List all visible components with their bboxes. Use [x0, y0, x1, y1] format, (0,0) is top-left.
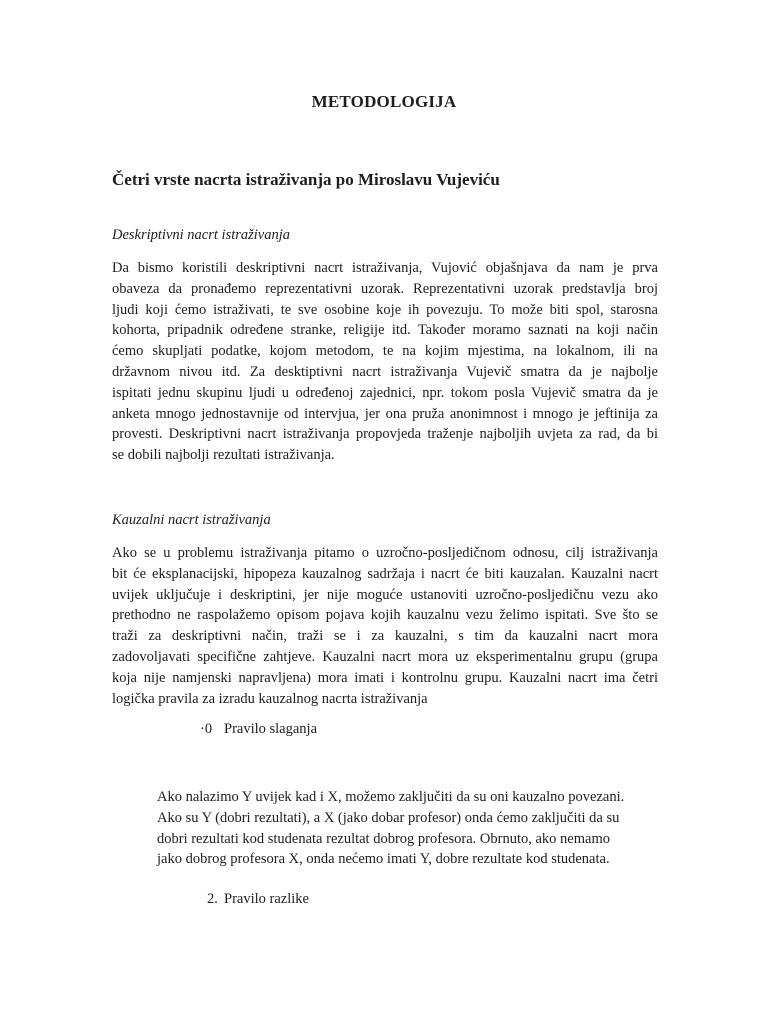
paragraph-line: provesti. Deskriptivni nacrt istraživanja propovjeda traženje najboljih uvjeta za rad, da bi	[112, 426, 658, 443]
list-label: Pravilo razlike	[224, 891, 309, 907]
paragraph-line: anketa mnogo jednostavnije od intervjua, jer ona pruža anonimnost i mnogo je jeftinija za	[112, 405, 658, 422]
paragraph-line: Ako nalazimo Y uvijek kad i X, možemo zaključiti da su oni kauzalno povezani.	[157, 789, 625, 805]
list-number: ·0	[200, 721, 213, 737]
paragraph-line: ispitati jednu skupinu ljudi u određenoj zajednici, npr. tokom posla Vujevič smatra da je	[112, 384, 658, 401]
document-subtitle: Četri vrste nacrta istraživanja po Miroslavu Vujeviću	[112, 170, 500, 189]
paragraph-causal	[112, 543, 658, 709]
paragraph-line: se dobili najbolji rezultati istraživanja.	[112, 447, 335, 464]
paragraph-line: Ako se u problemu istraživanja pitamo o uzročno-posljedičnom odnosu, cilj istraživanja	[112, 545, 658, 561]
paragraph-line: prethodno ne raspolažemo opisom pojava kojih kauzalnu vezu želimo ispitati. Sve što se	[112, 607, 658, 624]
paragraph-line: jako dobrog profesora X, onda nećemo imati Y, dobre rezultate kod studenata.	[157, 851, 610, 868]
section-heading-causal: Kauzalni nacrt istraživanja	[112, 512, 271, 528]
paragraph-line: logička pravila za izradu kauzalnog nacrta istraživanja	[112, 690, 428, 707]
section-heading-descriptive: Deskriptivni nacrt istraživanja	[112, 227, 291, 243]
paragraph-line: obaveza da pronađemo reprezentativni uzorak. Reprezentativni uzorak predstavlja broj	[112, 280, 658, 297]
paragraph-line: kohorta, pripadnik određene stranke, religije itd. Također moramo saznati na koji način	[112, 322, 658, 339]
paragraph-line: koja nije namjenski napravljena) mora imati i kontrolnu grupu. Kauzalni nacrt ima četri	[112, 669, 658, 686]
paragraph-line: državnom nivou itd. Za desktiptivni nacrt istraživanja Vujevič smatra da je najbolje	[112, 363, 658, 380]
paragraph-line: Da bismo koristili deskriptivni nacrt istraživanja, Vujović objašnjava da nam je prva	[112, 260, 658, 276]
paragraph-line: ćemo skupljati podatke, kojom metodom, te na kojim mjestima, na lokalnom, ili na	[112, 343, 658, 360]
paragraph-line: uvijek uključuje i deskriptini, jer nije moguće ustanoviti uzročno-posljedičnu vezu ako	[112, 586, 658, 603]
paragraph-line: zadovoljavati specifične zahtjeve. Kauzalni nacrt mora uz eksperimentalnu grupu (grupa	[112, 648, 658, 665]
paragraph-line: bit će eksplanacijski, hipopeza kauzalnog sadržaja i nacrt će biti kauzalan. Kauzalni nacrt	[112, 565, 658, 582]
document-title: METODOLOGIJA	[311, 92, 457, 111]
paragraph-line: Ako su Y (dobri rezultati), a X (jako dobar profesor) onda ćemo zaključiti da su	[157, 809, 620, 826]
paragraph-line: ljudi koji ćemo istraživati, te sve osobine koje ih povezuju. To može biti spol, starosna	[112, 301, 658, 318]
list-label: Pravilo slaganja	[224, 721, 318, 737]
paragraph-line: dobri rezultati kod studenata rezultat dobrog profesora. Obrnuto, ako nemamo	[157, 830, 610, 847]
paragraph-rule-1	[157, 787, 645, 870]
list-item-rule-2	[207, 891, 309, 908]
paragraph-descriptive	[112, 258, 658, 466]
list-item-rule-1	[200, 721, 317, 738]
paragraph-line: traži za deskriptivni način, traži se i za kauzalni, s tim da kauzalni nacrt mora	[112, 628, 658, 645]
list-number: 2.	[207, 891, 218, 907]
